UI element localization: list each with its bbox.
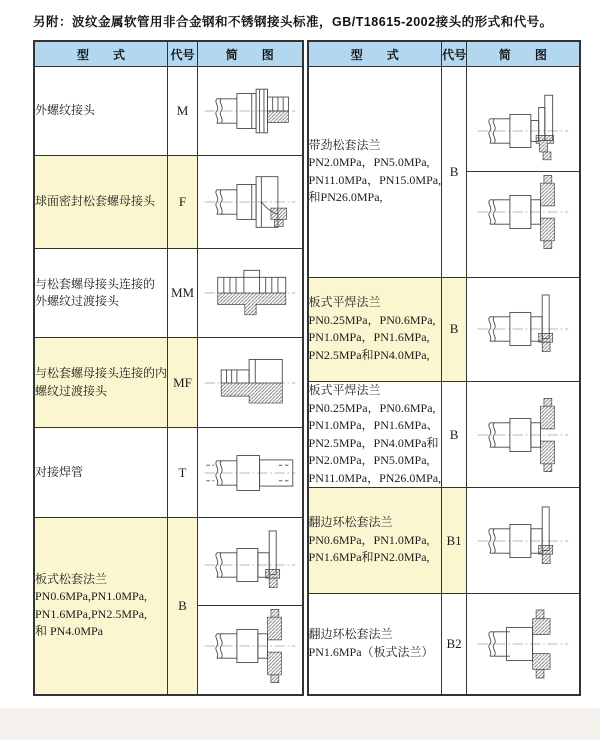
table-row xyxy=(34,67,303,156)
plate-weld-flange-section-diagram xyxy=(467,395,579,475)
type-text: PN0.25MPa，PN0.6MPa, xyxy=(308,312,436,327)
type-text: 与松套螺母接头连接的 xyxy=(35,276,156,291)
type-text: 和 PN4.0MPa xyxy=(35,624,104,639)
type-text: PN2.0MPa，PN5.0MPa, xyxy=(308,155,430,170)
type-text: 螺纹过渡接头 xyxy=(35,383,108,398)
type-text: PN2.5MPa和PN4.0MPa, xyxy=(308,347,430,362)
type-text: PN1.6MPa（板式法兰） xyxy=(308,644,434,659)
header-diagram: 简 图 xyxy=(198,41,303,67)
plate-flange-section-diagram xyxy=(198,605,302,686)
fitting-table-right xyxy=(307,40,581,696)
code-cell: B xyxy=(442,277,467,381)
type-text: 外螺纹接头 xyxy=(35,103,96,118)
header-code: 代号 xyxy=(442,41,467,67)
code-cell: F xyxy=(168,156,198,249)
type-text: PN2.5MPa，PN4.0MPa和 xyxy=(308,435,439,450)
code-cell: B xyxy=(442,382,467,488)
type-text: PN1.0MPa，PN1.6MPa、 xyxy=(308,418,439,433)
type-cell xyxy=(308,277,442,381)
flanged-ring-loose-flange-diagram xyxy=(467,501,579,581)
type-cell xyxy=(308,67,442,278)
table-row xyxy=(308,488,580,593)
diagram-cell xyxy=(467,488,580,593)
type-text: 球面密封松套螺母接头 xyxy=(35,194,156,209)
diagram-cell xyxy=(198,428,303,518)
code-cell: M xyxy=(168,67,198,156)
type-cell xyxy=(308,488,442,593)
type-cell xyxy=(34,518,168,695)
fitting-table-left xyxy=(33,40,304,696)
table-row xyxy=(34,428,303,518)
type-text: PN0.25MPa，PN0.6MPa, xyxy=(308,400,436,415)
type-text: 翻边环松套法兰 xyxy=(308,627,393,642)
table-row xyxy=(34,156,303,249)
header-row xyxy=(308,41,580,67)
table-row xyxy=(34,249,303,338)
table-row xyxy=(308,382,580,488)
type-text: 带劲松套法兰 xyxy=(308,137,381,152)
diagram-cell xyxy=(198,338,303,428)
header-diagram: 简 图 xyxy=(467,41,580,67)
neck-flange-diagram xyxy=(467,91,579,171)
type-cell xyxy=(308,382,442,488)
male-thread-fitting-diagram xyxy=(198,71,302,151)
plate-weld-flange-diagram xyxy=(467,289,579,369)
header-row xyxy=(34,41,303,67)
female-adapter-fitting-diagram xyxy=(198,343,302,423)
type-text: 板式平焊法兰 xyxy=(308,295,381,310)
code-cell: B1 xyxy=(442,488,467,593)
type-text: 与松套螺母接头连接的内 xyxy=(35,366,168,380)
type-cell xyxy=(308,593,442,694)
type-text: 和PN26.0MPa, xyxy=(308,190,383,205)
type-text: PN1.0MPa，PN1.6MPa, xyxy=(308,330,430,345)
diagram-cell xyxy=(198,249,303,338)
page-bottom-edge xyxy=(0,708,600,740)
neck-flange-section-diagram xyxy=(467,171,579,252)
diagram-cell xyxy=(467,593,580,694)
fittings-table-group xyxy=(33,40,581,696)
type-text: PN2.0MPa，PN5.0MPa, xyxy=(308,453,430,468)
page-title: 另附：波纹金属软管用非合金钢和不锈钢接头标准，GB/T18615-2002接头的形式和代号。 xyxy=(33,15,553,29)
type-text: 对接焊管 xyxy=(35,464,84,479)
code-cell: MF xyxy=(168,338,198,428)
diagram-cell xyxy=(467,382,580,488)
nipple-fitting-diagram xyxy=(198,253,302,333)
type-text: PN11.0MPa，PN26.0MPa, xyxy=(308,470,442,485)
type-text: PN1.6MPa,PN2.5MPa, xyxy=(35,606,148,621)
table-row xyxy=(308,277,580,381)
type-text: 板式平焊法兰 xyxy=(308,383,381,398)
type-cell xyxy=(34,428,168,518)
type-text: PN11.0MPa，PN15.0MPa, xyxy=(308,172,442,187)
type-text: PN1.6MPa和PN2.0MPa, xyxy=(308,550,430,565)
header-code: 代号 xyxy=(168,41,198,67)
type-text: 外螺纹过渡接头 xyxy=(35,294,120,308)
header-type: 型 式 xyxy=(34,41,168,67)
table-row xyxy=(34,338,303,428)
diagram-cell xyxy=(198,156,303,249)
type-text: 板式松套法兰 xyxy=(35,571,108,586)
type-cell xyxy=(34,156,168,249)
table-row xyxy=(34,518,303,695)
type-text: 翻边环松套法兰 xyxy=(308,515,393,530)
type-cell xyxy=(34,249,168,338)
type-cell xyxy=(34,338,168,428)
type-text: PN0.6MPa，PN1.0MPa, xyxy=(308,532,430,547)
diagram-cell xyxy=(198,518,303,695)
diagram-cell xyxy=(467,277,580,381)
plate-flange-diagram xyxy=(198,525,302,605)
diagram-cell xyxy=(467,67,580,278)
type-cell xyxy=(34,67,168,156)
table-row xyxy=(308,593,580,694)
type-text: PN0.6MPa,PN1.0MPa, xyxy=(35,589,148,604)
code-cell: MM xyxy=(168,249,198,338)
header-type: 型 式 xyxy=(308,41,442,67)
code-cell: B xyxy=(168,518,198,695)
code-cell: B xyxy=(442,67,467,278)
diagram-cell xyxy=(198,67,303,156)
table-row xyxy=(308,67,580,278)
butt-weld-pipe-diagram xyxy=(198,433,302,513)
swivel-nut-fitting-diagram xyxy=(198,162,302,242)
code-cell: T xyxy=(168,428,198,518)
collar-flange-section-diagram xyxy=(467,604,579,684)
code-cell: B2 xyxy=(442,593,467,694)
